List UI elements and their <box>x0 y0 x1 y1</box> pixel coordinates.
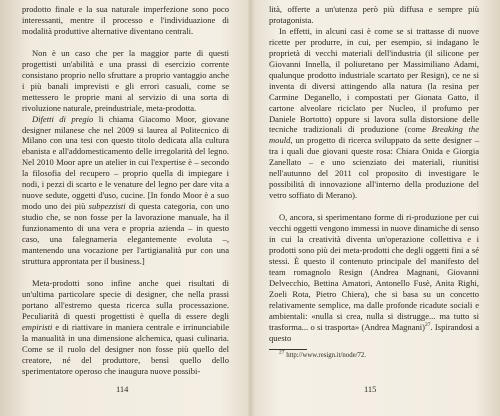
right-page-text <box>269 4 479 344</box>
page-number: 115 <box>364 384 377 394</box>
italic-title: Difetti di pregio <box>32 113 94 124</box>
footnote-number: 27 <box>279 349 285 356</box>
footnote-link[interactable]: http://www.resign.it/node/72. <box>286 352 366 359</box>
footnote-rule <box>269 349 307 350</box>
paragraph <box>22 278 229 377</box>
text-run: di questa categoria, con uno studio che, se non fosse per la lavorazione manuale, ha il funzionamento di una vera e propria azienda – in questo caso, una falegnameria elegantemente evoluta –, mantenendo una vocazione per l'artigianalità pur con una struttura approntata per il business.] <box>22 201 230 266</box>
left-page-text <box>22 4 229 377</box>
text-run: Meta-prodotti sono infine anche quei risultati di un'ultima particolare specie di designer, che nella prassi portano all'estremo questa ricerca sulla processazione. Peculiarità di questi progettisti è quella di essere degli <box>22 277 229 321</box>
paragraph <box>22 114 229 267</box>
text-run: O, ancora, si sperimentano forme di ri-produzione per cui vecchi oggetti vengono immessi in nuove dinamiche di senso in cui la creatività diventa un'operazione collettiva e i prodotti sono più dei meta-prodotti che degli oggetti fini a sé stessi. È questo il contenuto principale del manifesto del team romagnolo Resign (Andrea Magnani, Giovanni Delvecchio, Bettina Amatori, Antonello Fusè, Anita Righi, Zoeli Rota, Pietro Chiera), che si basa su un concetto relativamente semplice, ma dalle profonde ricadute sociali e ambientali: «nulla si crea, nulla si distrugge... ma tutto si trasforma... o si trasporta» (Andrea Magnani) <box>269 212 479 332</box>
text-run: . Ispirandosi a questo <box>269 321 479 343</box>
paragraph: Non è un caso che per la maggior parte di questi progettisti un'abilità e una prassi di esercizio corrente consistano proprio nello sfruttare a proprio vantaggio anche i più banali imprevisti e gli errori casuali, come se mettessero le proprie mani al servizio di una sorta di rivoluzione naturale, preindustriale, meta-prodotta. <box>22 47 229 113</box>
paragraph: lità, offerte a un'utenza però più diffusa e sempre più protagonista. <box>269 4 479 25</box>
footnote-ref: 27 <box>425 321 431 328</box>
paragraph <box>269 212 479 343</box>
paragraph <box>269 26 479 201</box>
italic-term: subpezzisti <box>88 201 126 212</box>
right-page <box>250 0 500 416</box>
paragraph: prodotto finale e la sua naturale imperfezione sono poco interessanti, mentre il processo e l'individuazione di modalità produttive alternative diventano centrali. <box>22 4 229 36</box>
page-number: 114 <box>116 384 129 394</box>
text-run: li chiama Giacomo Moor, giovane designer milanese che nel 2009 si laurea al Politecnico di Milano con una tesi con questo titolo dedicata alla cultura ebanista e all'addomesticamento delle irregolarità del legno. Nel 2010 Moor apre un atelier in cui l'expertise è – secondo la filosofia del recupero – proprio quella di impiegare i nodi, i pezzi di scarto e le venature del legno per dare vita a nuove sedute, oggetti d'uso, cucine. [In fondo Moor è a suo modo uno dei più <box>22 113 230 212</box>
text-run: e di riattivare in maniera centrale e irrinunciabile la manualità in una dimensione alchemica, quasi culinaria. Come se il ruolo del designer non fosse più quello del creatore, né del produttore, bensì quello dello sperimentatore operoso che inaugura nuove possibi- <box>22 321 229 376</box>
text-run: In effetti, in alcuni casi è come se si trattasse di nuove ricette per produrre, in cui, per esempio, si indagano le proprietà di vecchi materiali dell'industria (il silicone per Giovanni Innella, il poliuretano per Massimiliano Adami, qualunque prodotto industriale scartato per Resign), ce ne si inventa di diversi attingendo alla natura (la resina per Carmine Deganello, i compostati per Gionata Gatto, il cartone alveolare riciclato per Nucleo, il profumo per Daniele Bortotto) oppure si lavora sulla distorsione delle tecniche tradizionali di produzione (come <box>269 25 479 135</box>
footnote <box>279 349 366 360</box>
italic-title: Breaking the mould <box>269 124 480 146</box>
text-run: , un progetto di ricerca sviluppato da sette designer – tra i quali due giovani queste rosa: Chiara Onida e Giorgia Zanellato – e uno scienziato dei materiali, riunitisi nell'autunno del 2011 col proposito di investigare le possibilità di innovazione all'interno della produzione del vetro soffiato di Merano). <box>269 135 479 201</box>
italic-term: empiristi <box>22 321 53 332</box>
